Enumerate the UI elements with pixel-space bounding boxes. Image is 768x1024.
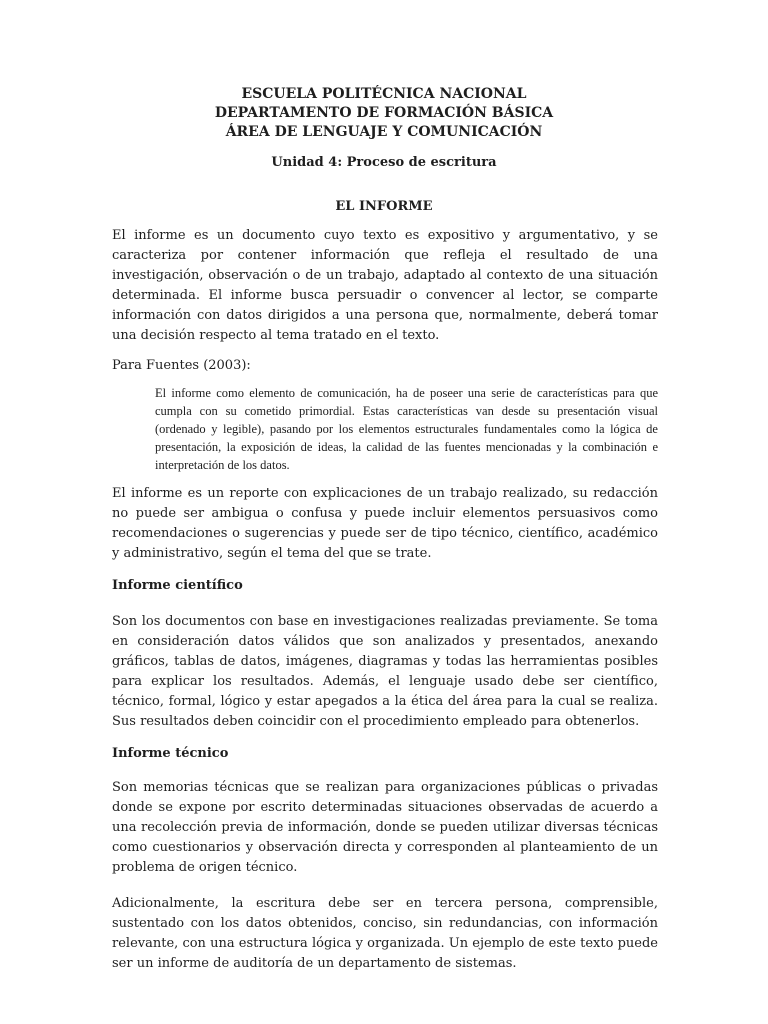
technical-paragraph-2: Adicionalmente, la escritura debe ser en tercera persona, comprensible, sustentado con los datos obtenidos, conciso, sin redundancias, con información relevante, con una estructura lógica y organizada. Un ejemplo de este texto puede ser un informe de auditoría de un departamento de sistemas. — [112, 896, 658, 971]
intro-paragraph: El informe es un documento cuyo texto es expositivo y argumentativo, y se caracteriza por contener información que refleja el resultado de una investigación, observación o de un trabajo, adaptado al contexto de una situación determinada. El informe busca persuadir o convencer al lector, se comparte información con datos dirigidos a una persona que, normalmente, deberá tomar una decisión respecto al tema tratado en el texto. — [112, 228, 658, 343]
unit-title: Unidad 4: Proceso de escritura — [271, 155, 497, 170]
header-line-1: ESCUELA POLITÉCNICA NACIONAL — [241, 86, 527, 102]
document-body — [112, 226, 658, 974]
header-line-2: DEPARTAMENTO DE FORMACIÓN BÁSICA — [214, 105, 554, 121]
report-paragraph: El informe es un reporte con explicaciones de un trabajo realizado, su redacción no puede ser ambigua o confusa y puede incluir elementos persuasivos como recomendaciones o sugerencias y puede ser de tipo técnico, científico, académico y administrativo, según el tema del que se trate. — [112, 486, 658, 561]
scientific-paragraph: Son los documentos con base en investigaciones realizadas previamente. Se toma en consideración datos válidos que son analizados y presentados, anexando gráficos, tablas de datos, imágenes, diagramas y todas las herramientas posibles para explicar los resultados. Además, el lenguaje usado debe ser científico, técnico, formal, lógico y estar apegados a la ética del área para la cual se realiza. Sus resultados deben coincidir con el procedimiento empleado para obtenerlos. — [112, 614, 658, 729]
section-heading-scientific: Informe científico — [112, 578, 243, 593]
citation-label: Para Fuentes (2003): — [112, 358, 251, 373]
document-title: EL INFORME — [335, 199, 433, 214]
technical-paragraph: Son memorias técnicas que se realizan para organizaciones públicas o privadas donde se expone por escrito determinadas situaciones observadas de acuerdo a una recolección previa de información, donde se pueden utilizar diversas técnicas como cuestionarios y observación directa y corresponden al planteamiento de un problema de origen técnico. — [112, 780, 658, 875]
block-quote: El informe como elemento de comunicación, ha de poseer una serie de características para que cumpla con su cometido primordial. Estas características van desde su presentación visual (ordenado y legible), pasando por los elementos estructurales fundamentales como la lógica de presentación, la exposición de ideas, la calidad de las fuentes mencionadas y la combinación e interpretación de los datos. — [155, 386, 658, 472]
header-line-3: ÁREA DE LENGUAJE Y COMUNICACIÓN — [225, 124, 543, 140]
institution-header — [0, 85, 768, 142]
section-heading-technical: Informe técnico — [112, 746, 229, 761]
